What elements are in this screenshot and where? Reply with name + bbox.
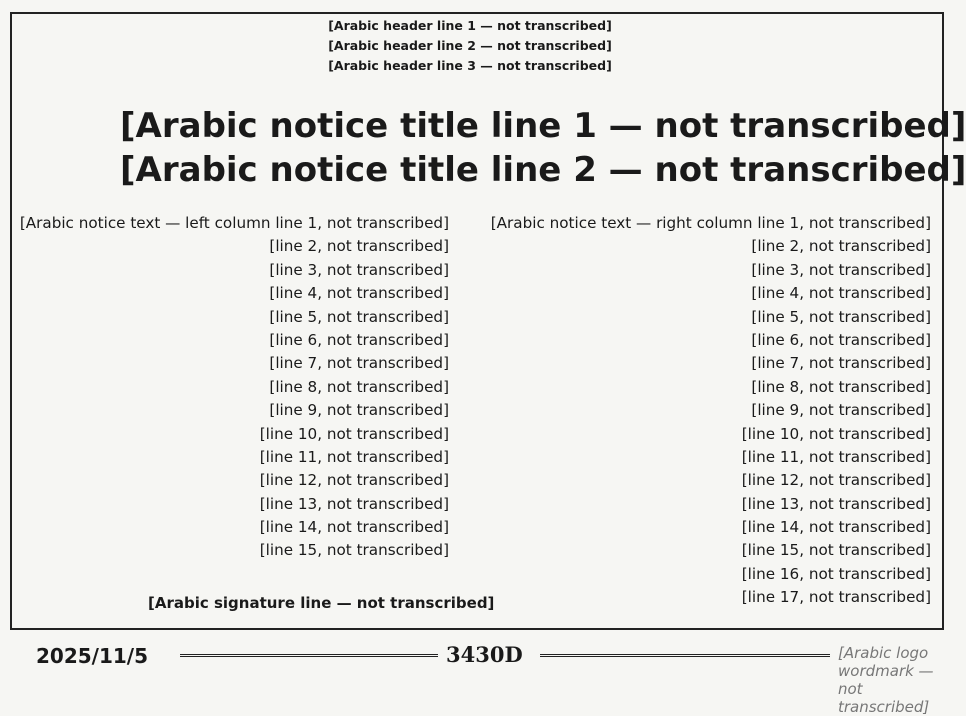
- title-line-1: [Arabic notice title line 1 — not transcribed]: [120, 106, 966, 146]
- body-line: [line 13, not transcribed]: [259, 494, 449, 513]
- body-line: [line 8, not transcribed]: [751, 377, 931, 396]
- notice-title: [120, 104, 966, 192]
- body-right-column: [490, 212, 931, 610]
- body-line: [line 2, not transcribed]: [751, 237, 931, 256]
- body-line: [line 4, not transcribed]: [751, 284, 931, 303]
- body-line: [line 15, not transcribed]: [741, 541, 931, 560]
- body-line: [line 4, not transcribed]: [269, 284, 449, 303]
- footer-rule-right: [540, 654, 830, 657]
- body-line: [line 2, not transcribed]: [269, 237, 449, 256]
- body-line: [line 3, not transcribed]: [751, 260, 931, 279]
- page-footer: [0, 640, 958, 716]
- body-line: [Arabic notice text — left column line 1, not transcribed]: [19, 214, 449, 232]
- body-line: [line 12, not transcribed]: [259, 471, 449, 490]
- body-line: [line 7, not transcribed]: [751, 354, 931, 373]
- body-line: [line 13, not transcribed]: [741, 494, 931, 513]
- body-line: [line 11, not transcribed]: [259, 447, 449, 466]
- body-line: [Arabic notice text — right column line 1, not transcribed]: [490, 214, 931, 232]
- body-line: [line 3, not transcribed]: [269, 260, 449, 279]
- body-line: [line 9, not transcribed]: [751, 401, 931, 420]
- newspaper-logo: [Arabic logo wordmark — not transcribed]: [838, 644, 934, 716]
- body-line: [line 9, not transcribed]: [269, 401, 449, 420]
- body-line: [line 5, not transcribed]: [751, 307, 931, 326]
- issue-date: 2025/11/5: [36, 644, 149, 668]
- footer-rule-left: [180, 654, 438, 657]
- body-line: [line 12, not transcribed]: [741, 471, 931, 490]
- title-line-2: [Arabic notice title line 2 — not transcribed]: [120, 150, 966, 190]
- body-line: [line 10, not transcribed]: [259, 424, 449, 443]
- body-line: [line 17, not transcribed]: [741, 588, 931, 607]
- body-line: [line 14, not transcribed]: [741, 518, 931, 537]
- body-line: [line 10, not transcribed]: [741, 424, 931, 443]
- header-line-1: [Arabic header line 1 — not transcribed]: [328, 18, 612, 33]
- page-code: 3430D: [446, 642, 523, 667]
- body-left-column: [19, 212, 449, 563]
- body-line: [line 14, not transcribed]: [259, 518, 449, 537]
- header-block: [140, 16, 800, 76]
- body-line: [line 6, not transcribed]: [751, 330, 931, 349]
- header-line-3: [Arabic header line 3 — not transcribed]: [328, 58, 612, 73]
- body-line: [line 15, not transcribed]: [259, 541, 449, 560]
- body-line: [line 5, not transcribed]: [269, 307, 449, 326]
- signature: [Arabic signature line — not transcribed]: [148, 594, 495, 612]
- body-line: [line 7, not transcribed]: [269, 354, 449, 373]
- body-line: [line 11, not transcribed]: [741, 447, 931, 466]
- body-line: [line 6, not transcribed]: [269, 330, 449, 349]
- body-line: [line 16, not transcribed]: [741, 564, 931, 583]
- header-line-2: [Arabic header line 2 — not transcribed]: [328, 38, 612, 53]
- body-line: [line 8, not transcribed]: [269, 377, 449, 396]
